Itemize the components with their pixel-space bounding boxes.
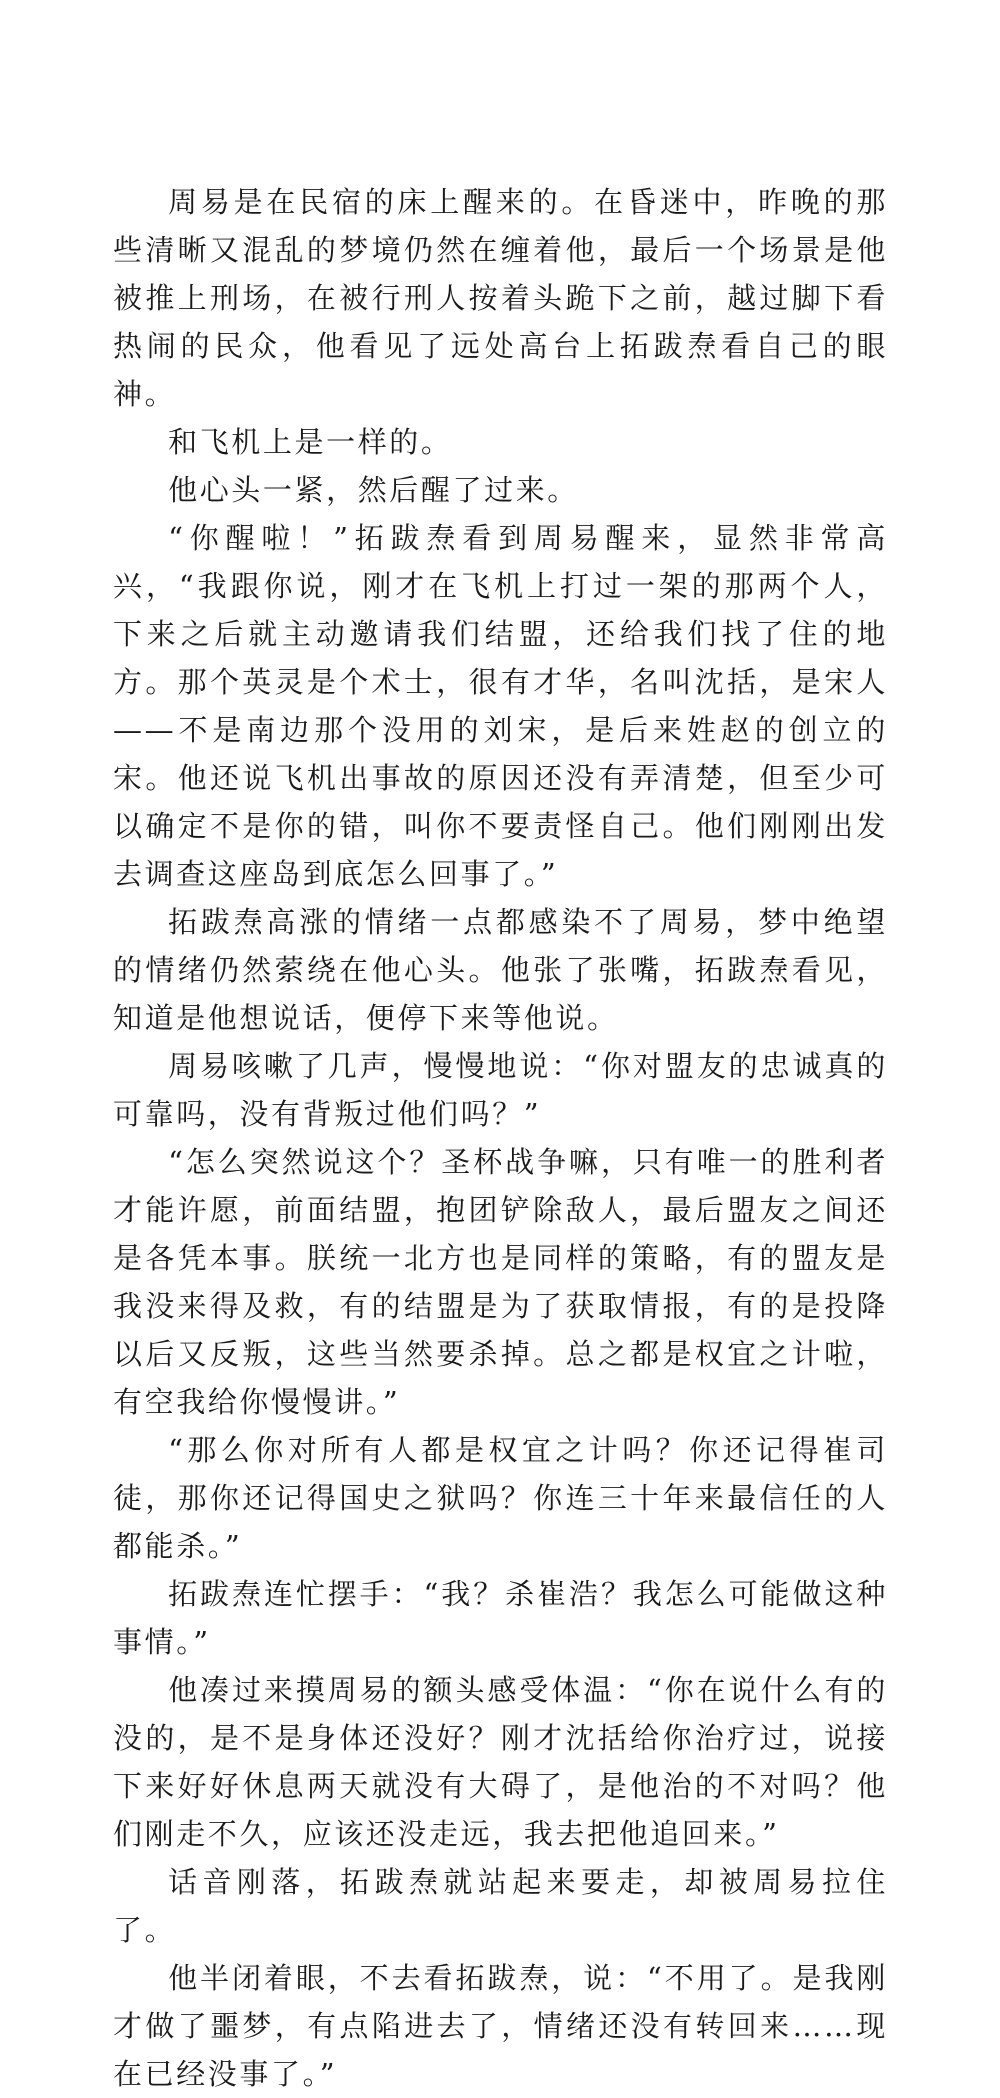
paragraph: 他凑过来摸周易的额头感受体温：“你在说什么有的没的，是不是身体还没好？刚才沈括给你治疗过，说接下来好好休息两天就没有大碍了，是他治的不对吗？他们刚走不久，应该还没走远，我去把他追回来。”: [113, 1673, 888, 1851]
document-body: [113, 178, 888, 2098]
paragraph: 拓跋焘连忙摆手：“我？杀崔浩？我怎么可能做这种事情。”: [113, 1577, 888, 1659]
paragraph: 拓跋焘高涨的情绪一点都感染不了周易，梦中绝望的情绪仍然萦绕在他心头。他张了张嘴，拓跋焘看见，知道是他想说话，便停下来等他说。: [113, 905, 888, 1035]
paragraph: “你醒啦！”拓跋焘看到周易醒来，显然非常高兴，“我跟你说，刚才在飞机上打过一架的那两个人，下来之后就主动邀请我们结盟，还给我们找了住的地方。那个英灵是个术士，很有才华，名叫沈括，是宋人——不是南边那个没用的刘宋，是后来姓赵的创立的宋。他还说飞机出事故的原因还没有弄清楚，但至少可以确定不是你的错，叫你不要责怪自己。他们刚刚出发去调查这座岛到底怎么回事了。”: [113, 521, 888, 891]
paragraph: “怎么突然说这个？圣杯战争嘛，只有唯一的胜利者才能许愿，前面结盟，抱团铲除敌人，最后盟友之间还是各凭本事。朕统一北方也是同样的策略，有的盟友是我没来得及救，有的结盟是为了获取情报，有的是投降以后又反叛，这些当然要杀掉。总之都是权宜之计啦，有空我给你慢慢讲。”: [113, 1145, 888, 1419]
paragraph: 他半闭着眼，不去看拓跋焘，说：“不用了。是我刚才做了噩梦，有点陷进去了，情绪还没有转回来……现在已经没事了。”: [113, 1961, 888, 2091]
paragraph: 周易是在民宿的床上醒来的。在昏迷中，昨晚的那些清晰又混乱的梦境仍然在缠着他，最后一个场景是他被推上刑场，在被行刑人按着头跪下之前，越过脚下看热闹的民众，他看见了远处高台上拓跋焘看自己的眼神。: [113, 185, 888, 411]
paragraph: 周易咳嗽了几声，慢慢地说：“你对盟友的忠诚真的可靠吗，没有背叛过他们吗？”: [113, 1049, 888, 1131]
paragraph: 和飞机上是一样的。: [168, 425, 453, 459]
paragraph: 话音刚落，拓跋焘就站起来要走，却被周易拉住了。: [113, 1865, 888, 1947]
paragraph: “那么你对所有人都是权宜之计吗？你还记得崔司徒，那你还记得国史之狱吗？你连三十年来最信任的人都能杀。”: [113, 1433, 888, 1563]
paragraph: 他心头一紧，然后醒了过来。: [168, 473, 579, 507]
